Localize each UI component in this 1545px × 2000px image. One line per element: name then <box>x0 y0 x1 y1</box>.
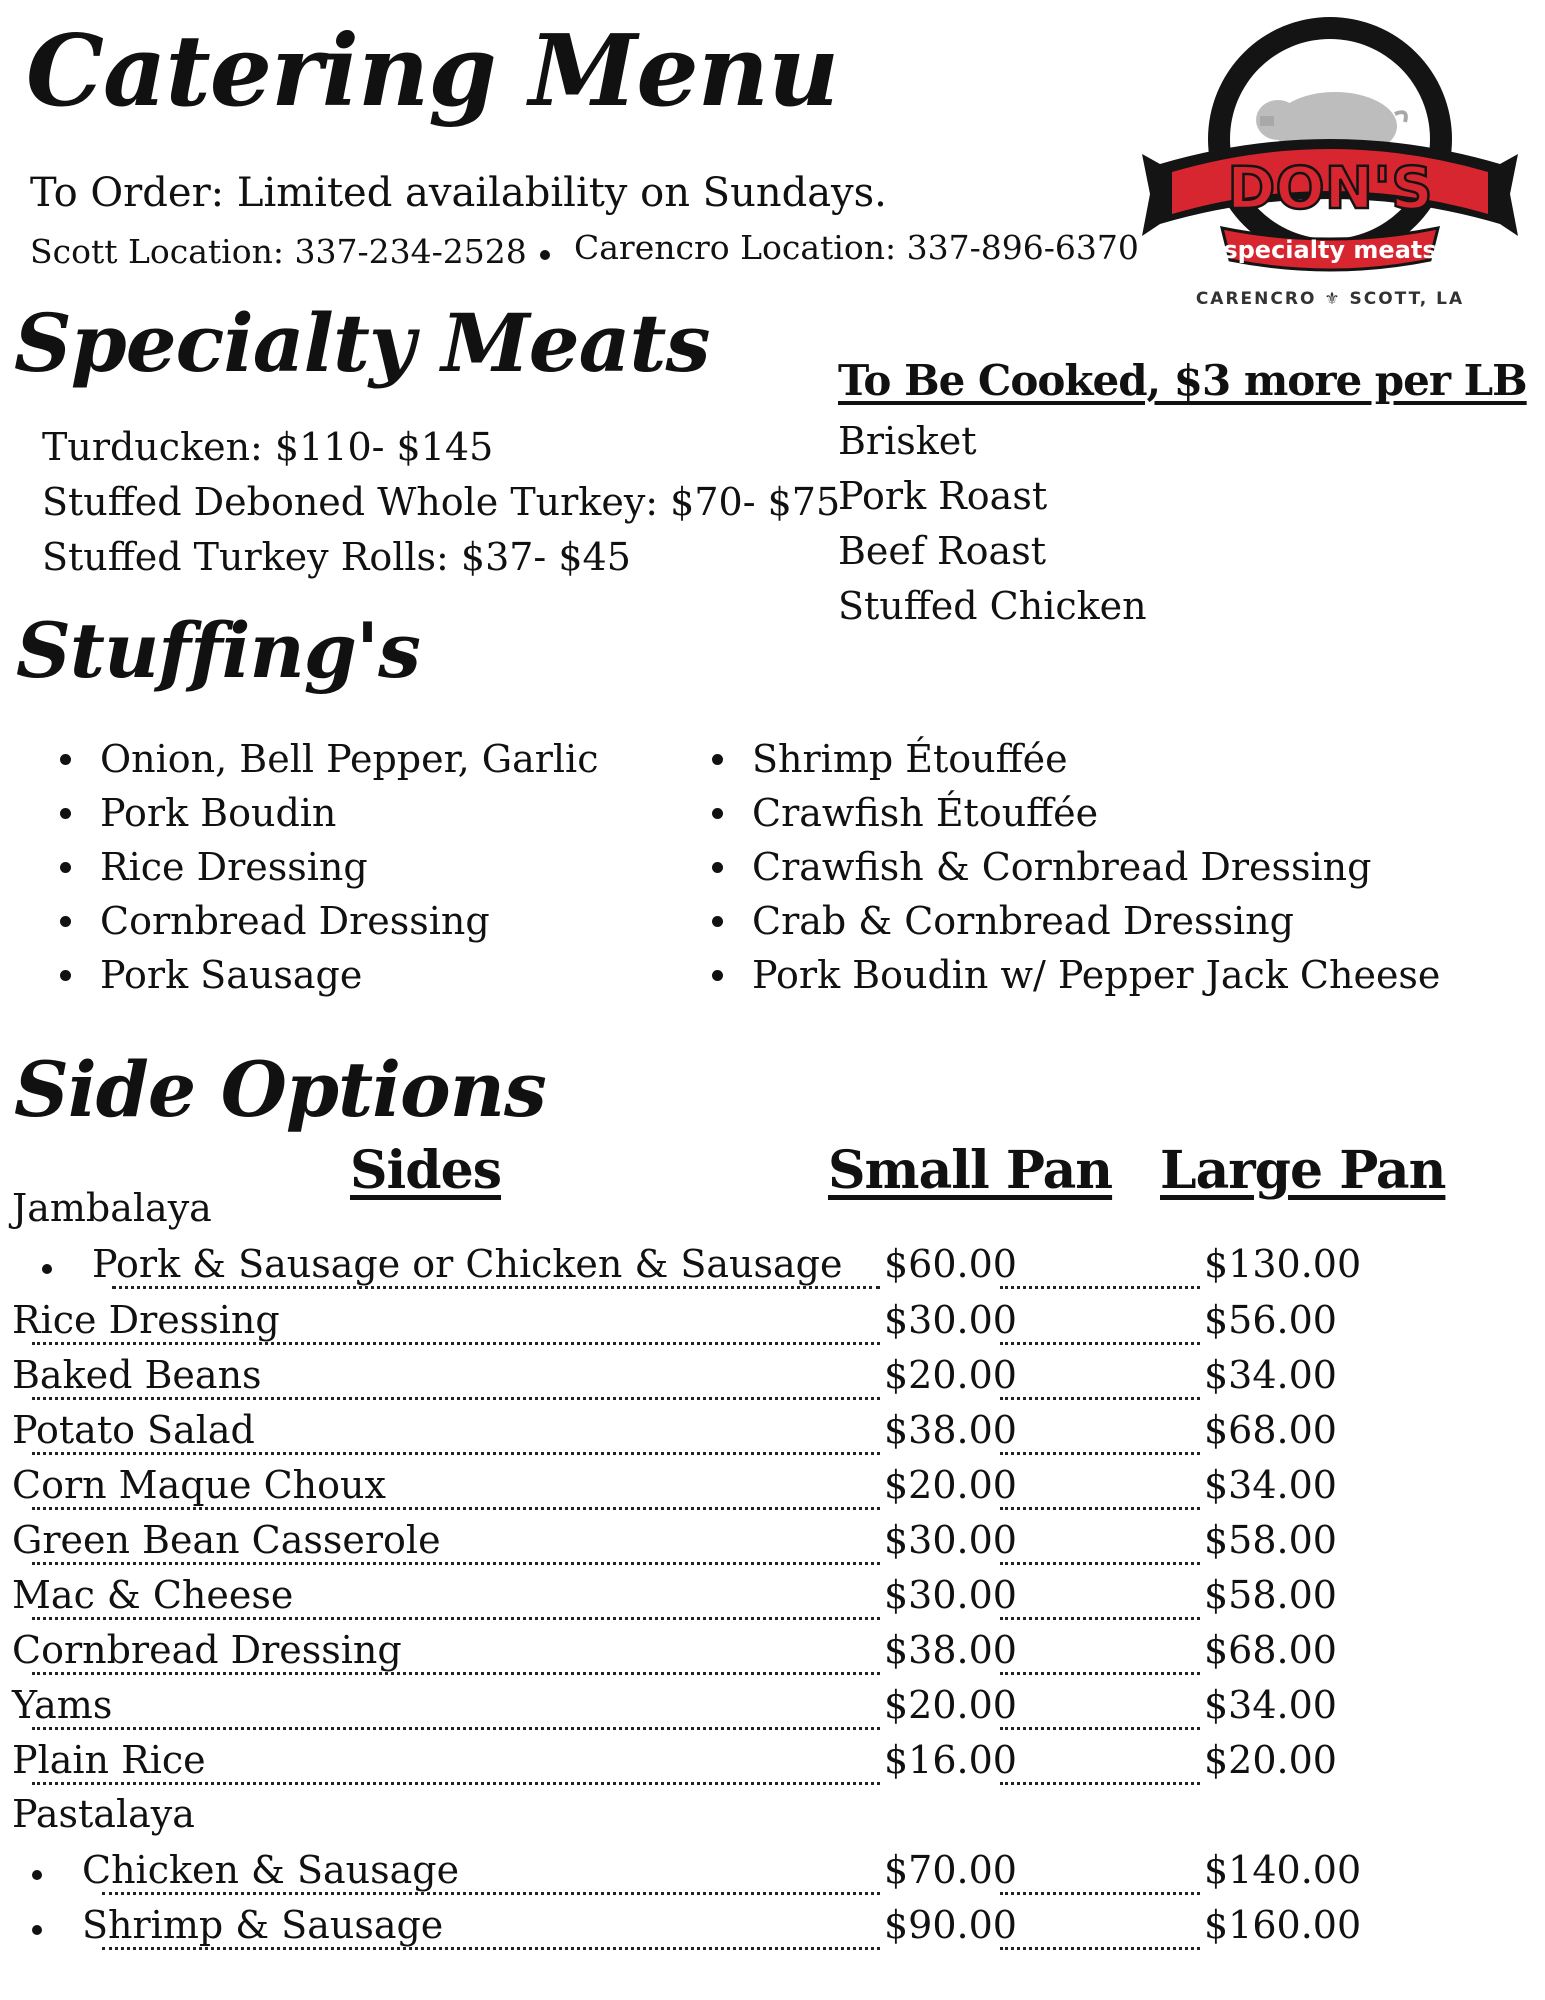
stuffings-heading: Stuffing's <box>16 606 420 695</box>
bullet <box>32 1870 42 1880</box>
list-item: Crawfish & Cornbread Dressing <box>712 840 1440 894</box>
dot-leader <box>1000 1672 1200 1675</box>
list-item: Rice Dressing <box>60 840 599 894</box>
side-name: Baked Beans <box>12 1353 262 1397</box>
page-title: Catering Menu <box>26 14 839 129</box>
large-pan-price: $34.00 <box>1204 1463 1337 1507</box>
side-name: Chicken & Sausage <box>82 1848 460 1892</box>
dot-leader <box>102 1947 880 1950</box>
list-item: Cornbread Dressing <box>60 894 599 948</box>
dot-leader <box>32 1342 880 1345</box>
col-header-sides: Sides <box>350 1140 502 1201</box>
logo-banner: specialty meats <box>1223 236 1437 264</box>
table-row <box>0 1683 1545 1737</box>
small-pan-price: $70.00 <box>884 1848 1017 1892</box>
dot-leader <box>32 1782 880 1785</box>
large-pan-price: $56.00 <box>1204 1298 1337 1342</box>
side-name: Mac & Cheese <box>12 1573 294 1617</box>
stuffings-left-list <box>60 732 599 1002</box>
table-row <box>0 1408 1545 1462</box>
list-item: Crab & Cornbread Dressing <box>712 894 1440 948</box>
table-row <box>0 1848 1545 1902</box>
table-row <box>0 1298 1545 1352</box>
side-name: Yams <box>12 1683 113 1727</box>
dot-leader <box>1000 1286 1200 1289</box>
list-item: Onion, Bell Pepper, Garlic <box>60 732 599 786</box>
side-name: Green Bean Casserole <box>12 1518 441 1562</box>
to-be-cooked-list <box>838 414 1147 634</box>
table-row <box>0 1738 1545 1792</box>
small-pan-price: $38.00 <box>884 1628 1017 1672</box>
col-header-large-pan: Large Pan <box>1160 1140 1446 1201</box>
bullet <box>32 1925 42 1935</box>
small-pan-price: $20.00 <box>884 1463 1017 1507</box>
order-note: To Order: Limited availability on Sundays. <box>30 170 887 216</box>
dot-leader <box>1000 1947 1200 1950</box>
table-row <box>0 1518 1545 1572</box>
list-item: Stuffed Turkey Rolls: $37- $45 <box>42 535 631 579</box>
side-name: Rice Dressing <box>12 1298 280 1342</box>
large-pan-price: $140.00 <box>1204 1848 1362 1892</box>
list-item: Beef Roast <box>838 529 1046 573</box>
dons-logo <box>1130 14 1530 314</box>
side-options-heading: Side Options <box>14 1045 546 1134</box>
dot-leader <box>32 1452 880 1455</box>
list-item: Brisket <box>838 419 977 463</box>
side-name: Plain Rice <box>12 1738 206 1782</box>
large-pan-price: $130.00 <box>1204 1242 1362 1286</box>
large-pan-price: $58.00 <box>1204 1518 1337 1562</box>
side-name: Pork & Sausage or Chicken & Sausage <box>92 1242 843 1286</box>
dot-leader <box>1000 1397 1200 1400</box>
small-pan-price: $30.00 <box>884 1298 1017 1342</box>
small-pan-price: $16.00 <box>884 1738 1017 1782</box>
dot-leader <box>32 1672 880 1675</box>
list-item: Pork Sausage <box>60 948 599 1002</box>
carencro-location: Carencro Location: 337-896-6370 <box>574 228 1139 267</box>
list-item: Pork Boudin <box>60 786 599 840</box>
category-jambalaya: Jambalaya <box>12 1186 212 1230</box>
large-pan-price: $68.00 <box>1204 1408 1337 1452</box>
dot-leader <box>32 1397 880 1400</box>
list-item: Turducken: $110- $145 <box>42 425 494 469</box>
table-row <box>0 1903 1545 1957</box>
list-item: Crawfish Étouffée <box>712 786 1440 840</box>
dot-leader <box>32 1562 880 1565</box>
side-name: Corn Maque Choux <box>12 1463 386 1507</box>
dot-leader <box>1000 1782 1200 1785</box>
dot-leader <box>112 1286 880 1289</box>
large-pan-price: $34.00 <box>1204 1683 1337 1727</box>
large-pan-price: $58.00 <box>1204 1573 1337 1617</box>
side-name: Potato Salad <box>12 1408 255 1452</box>
side-name: Shrimp & Sausage <box>82 1903 444 1947</box>
table-row <box>0 1463 1545 1517</box>
large-pan-price: $68.00 <box>1204 1628 1337 1672</box>
logo-location: CARENCRO ⚜ SCOTT, LA <box>1195 289 1465 309</box>
small-pan-price: $38.00 <box>884 1408 1017 1452</box>
scott-location: Scott Location: 337-234-2528 <box>30 232 527 271</box>
dot-leader <box>1000 1617 1200 1620</box>
dot-leader <box>1000 1452 1200 1455</box>
dot-leader <box>102 1892 880 1895</box>
list-item: Pork Boudin w/ Pepper Jack Cheese <box>712 948 1440 1002</box>
dot-leader <box>1000 1727 1200 1730</box>
dot-leader <box>32 1727 880 1730</box>
dot-leader <box>1000 1342 1200 1345</box>
specialty-meats-heading: Specialty Meats <box>14 296 710 390</box>
list-item: Pork Roast <box>838 474 1048 518</box>
logo-arc-text: Best Homemade Bou klin • Seasonings • S <box>1189 14 1472 131</box>
large-pan-price: $20.00 <box>1204 1738 1337 1782</box>
small-pan-price: $20.00 <box>884 1353 1017 1397</box>
list-item: Stuffed Deboned Whole Turkey: $70- $75 <box>42 480 841 524</box>
category-pastalaya: Pastalaya <box>12 1792 195 1836</box>
stuffings-right-list <box>712 732 1440 1002</box>
logo-brand: DON'S <box>1227 154 1433 222</box>
to-be-cooked-title: To Be Cooked, $3 more per LB <box>838 356 1527 405</box>
dot-leader <box>1000 1507 1200 1510</box>
col-header-small-pan: Small Pan <box>828 1140 1113 1201</box>
list-item: Stuffed Chicken <box>838 584 1147 628</box>
small-pan-price: $60.00 <box>884 1242 1017 1286</box>
small-pan-price: $20.00 <box>884 1683 1017 1727</box>
table-row <box>0 1628 1545 1682</box>
small-pan-price: $30.00 <box>884 1573 1017 1617</box>
dot-leader <box>32 1507 880 1510</box>
small-pan-price: $30.00 <box>884 1518 1017 1562</box>
large-pan-price: $34.00 <box>1204 1353 1337 1397</box>
side-name: Cornbread Dressing <box>12 1628 402 1672</box>
table-row <box>0 1573 1545 1627</box>
table-row <box>0 1242 1545 1296</box>
list-item: Shrimp Étouffée <box>712 732 1440 786</box>
separator-dot <box>540 250 550 260</box>
specialty-meats-list <box>42 420 840 585</box>
dot-leader <box>1000 1562 1200 1565</box>
small-pan-price: $90.00 <box>884 1903 1017 1947</box>
table-row <box>0 1353 1545 1407</box>
bullet <box>42 1264 52 1274</box>
large-pan-price: $160.00 <box>1204 1903 1362 1947</box>
dot-leader <box>1000 1892 1200 1895</box>
dot-leader <box>32 1617 880 1620</box>
